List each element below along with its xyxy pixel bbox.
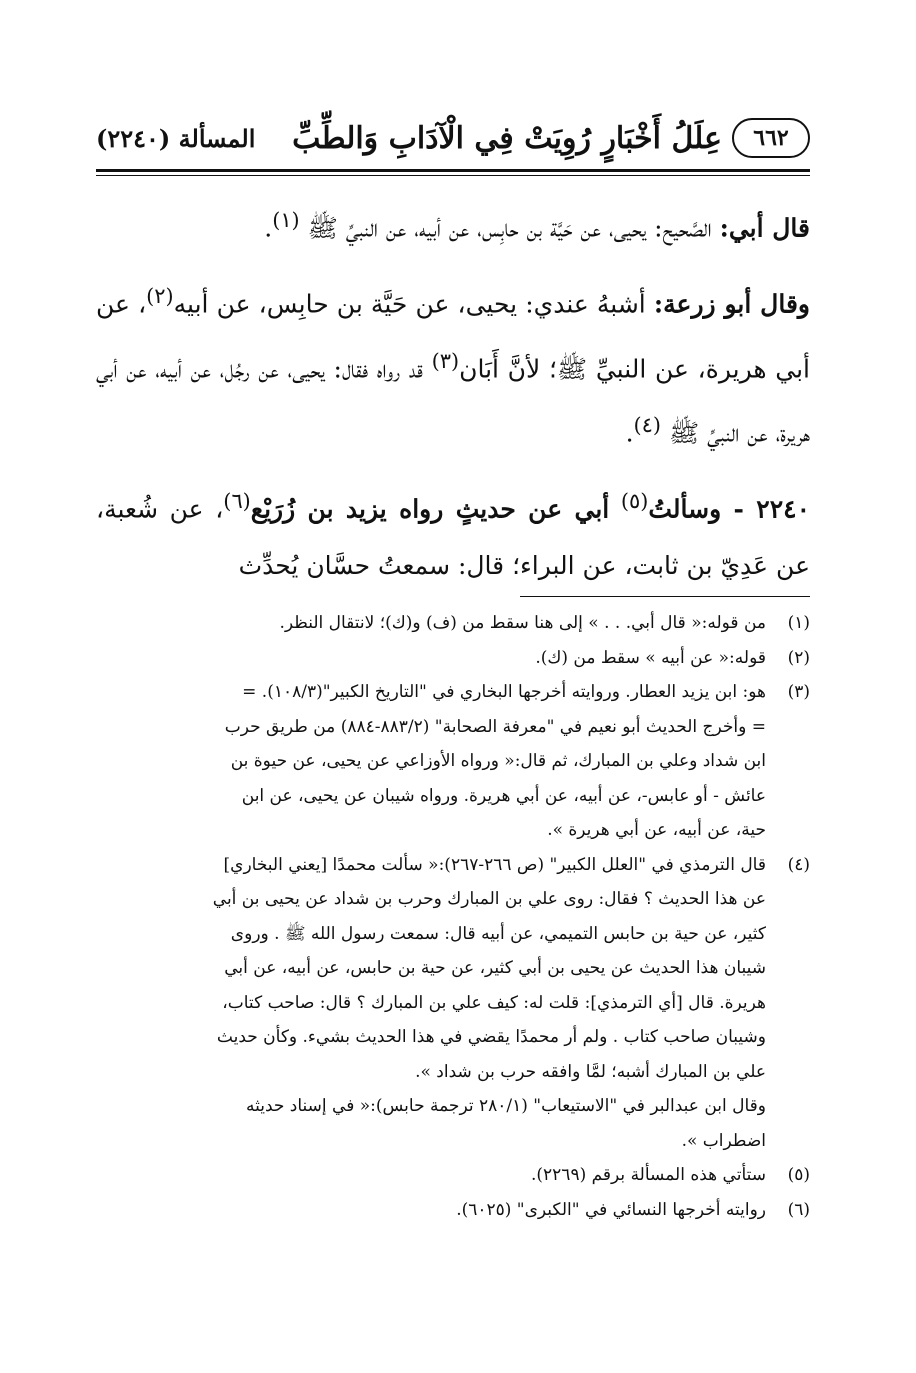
footnote-ref-3: (٣) (431, 348, 460, 373)
paragraph-1-end: . (264, 213, 273, 243)
paragraph-3 (96, 473, 810, 593)
footnote-text (96, 848, 766, 1090)
book-title: عِلَلُ أَخْبَارٍ رُوِيَتْ فِي الْآدَابِ وَالطِّبِّ (292, 120, 722, 156)
footnote-line: شيبان هذا الحديث عن يحيى بن أبي كثير، عن حية بن حابس، عن أبيه، عن أبي (224, 958, 766, 978)
footnote-3 (96, 675, 810, 848)
footnote-ref-1: (١) (272, 208, 300, 232)
footnote-line: اضطراب ». (681, 1130, 766, 1151)
header-right (292, 118, 810, 158)
footnote-text (96, 1158, 766, 1193)
footnote-ref-4: (٤) (633, 412, 661, 437)
issue-label: المسألة (٢٢٤٠) (96, 123, 256, 153)
footnote-line: عن هذا الحديث ؟ فقال: روى علي بن المبارك وحرب بن شداد عن يحيى بن أبي (212, 889, 766, 909)
footnote-number: (٥) (787, 1165, 810, 1185)
main-text (96, 192, 810, 594)
paragraph-1-text: الصَّحيح: يحيى، عن حَيَّة بن حابِس، عن أبيه، عن النبيِّ ﷺ (307, 213, 712, 243)
footnote-line: هريرة. قال [أي الترمذي]: قلت له: كيف علي بن المبارك ؟ قال: صاحب كتاب، (222, 992, 766, 1013)
footnote-number: (٢) (787, 647, 810, 668)
page-header (96, 112, 810, 164)
footnote-line: من قوله:« قال أبي. . . » إلى هنا سقط من (ف) و(ك)؛ لانتقال النظر. (279, 613, 766, 633)
footnote-number: (٣) (787, 682, 810, 702)
footnote-5 (96, 1158, 810, 1193)
footnote-line: روايته أخرجها النسائي في "الكبرى" (٦٠٢٥). (456, 1199, 766, 1220)
footnote-text (96, 675, 766, 848)
page-number: ٦٦٢ (732, 118, 810, 158)
footnote-number: (٦) (787, 1199, 810, 1220)
footnote-line: علي بن المبارك أشبه؛ لمَّا وافقه حرب بن شداد ». (415, 1061, 766, 1082)
paragraph-2-text-2: ، عن أبي هريرة، عن النبيِّ ﷺ؛ لأنَّ أَبَان (96, 289, 810, 383)
header-rule-thin (96, 175, 810, 176)
footnote-ref-5: (٥) (620, 489, 649, 514)
footnote-6 (96, 1193, 810, 1228)
footnote-number: (١) (787, 613, 810, 633)
footnote-line: وقال ابن عبدالبر في "الاستيعاب" (٢٨٠/١ ترجمة حابس):« في إسناد حديثه (245, 1096, 766, 1116)
footnote-line: عائش - أو عابس-، عن أبيه، عن أبي هريرة. ورواه شيبان عن يحيى، عن ابن (241, 785, 766, 806)
paragraph-3-text-2: ، عن شُعبة، عن عَدِيّ بن ثابت، عن البراء؛ قال: سمعتُ حسَّان يُحدِّث (96, 494, 810, 580)
issue-heading: ٢٢٤٠ - وسألتُ (648, 494, 811, 524)
footnote-line: = وأخرج الحديث أبو نعيم في "معرفة الصحابة" (٨٨٣/٢-٨٨٤) من طريق حرب (224, 716, 766, 737)
footnote-number: (٤) (787, 854, 810, 875)
footnote-4-continued (96, 1089, 810, 1158)
footnote-4 (96, 848, 810, 1090)
footnote-2 (96, 641, 810, 676)
footnotes (96, 606, 810, 1227)
footnote-line: وشيبان صاحب كتاب . ولم أر محمدًا يقضي في هذا الحديث بشيء. وكأن حديث (216, 1027, 766, 1047)
footnote-line: حية، عن أبيه، عن أبي هريرة ». (547, 820, 766, 840)
footnote-ref-2: (٢) (146, 284, 174, 309)
footnote-line: ابن شداد وعلي بن المبارك، ثم قال:« ورواه الأوزاعي عن يحيى، عن حيوة بن (230, 751, 766, 771)
speaker-abu-zura: وقال أبو زرعة: (653, 289, 810, 319)
footnote-line: كثير، عن حية بن حابس التميمي، عن أبيه قال: سمعت رسول الله ﷺ . وروى (230, 923, 766, 944)
footnote-1 (96, 606, 810, 641)
paragraph-2-end: . (625, 418, 634, 448)
footnote-line: ستأتي هذه المسألة برقم (٢٢٦٩). (531, 1165, 766, 1185)
header-rule-thick (96, 169, 810, 172)
footnote-ref-6: (٦) (223, 489, 251, 514)
footnote-text (96, 1193, 766, 1228)
paragraph-1 (96, 192, 810, 256)
footnote-line: هو: ابن يزيد العطار. وروايته أخرجها البخاري في "التاريخ الكبير"(١٠٨/٣). = (242, 682, 766, 702)
footnote-line: قوله:« عن أبيه » سقط من (ك). (535, 647, 766, 668)
footnote-text (96, 641, 766, 676)
paragraph-2 (96, 268, 810, 461)
paragraph-3-text-1: أبي عن حديثٍ رواه يزيد بن زُرَيْع (250, 494, 610, 524)
footnote-separator (520, 596, 810, 597)
footnote-line: قال الترمذي في "العلل الكبير" (ص ٢٦٦-٢٦٧):« سألت محمدًا [يعني البخاري] (223, 854, 766, 875)
paragraph-2-text-1: أشبهُ عندي: يحيى، عن حَيَّة بن حابِس، عن أبيه (173, 289, 646, 319)
speaker-abi: قال أبي: (719, 213, 810, 243)
footnote-text (96, 606, 766, 641)
paragraph-2-text-3: قد رواه فقال: يحيى، عن رجُل، عن أبيه، عن أبي هريرة، عن النبيِّ ﷺ (96, 353, 810, 448)
